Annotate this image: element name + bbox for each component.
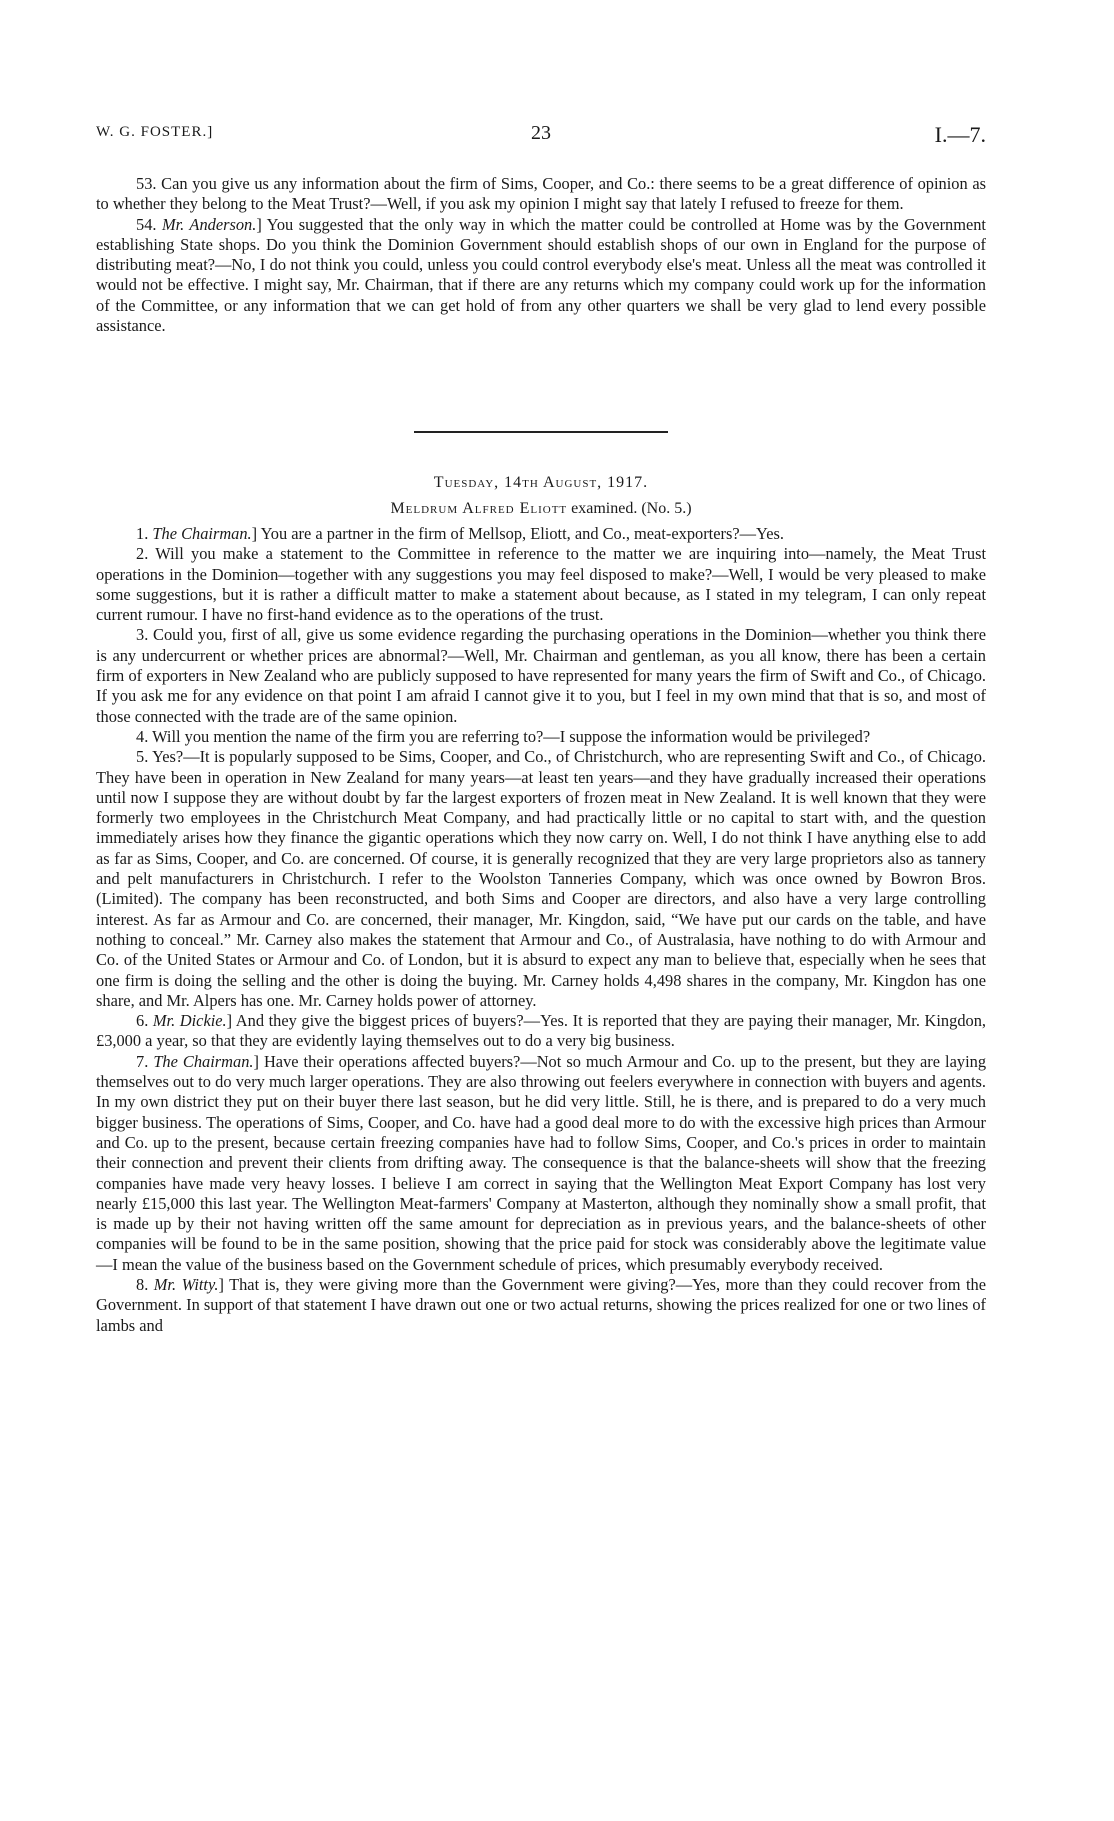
paragraph-54: 54. Mr. Anderson.] You suggested that the only way in which the matter could be controlled at Home was by the Government establishing State shops. Do you think the Dominion Government should establish shops of our own in England for the purpose of distributing meat?—No, I do not think you could, unless you could control everybody else's meat. Unless all the meat was controlled it would not be effective. I might say, Mr. Chairman, that if there are any returns which my company could work up for the information of the Committee, or any information that we can get hold of from any other quarters we shall be very glad to lend every possible assistance. <box>96 214 986 336</box>
session-date: Tuesday, 14th August, 1917. <box>433 474 649 491</box>
speaker-name: The Chairman. <box>153 1051 254 1071</box>
document-reference: I.—7. <box>934 122 986 147</box>
paragraph-4: 4. Will you mention the name of the firm you are referring to?—I suppose the information would be privileged? <box>136 726 871 746</box>
paragraph-5: 5. Yes?—It is popularly supposed to be Sims, Cooper, and Co., of Christchurch, who are representing Swift and Co., of Chicago. They have been in operation in New Zealand for many years—at least ten years—and they have gradually increased their operations until now I suppose they are without doubt by far the largest exporters of frozen meat in New Zealand. It is well known that they were formerly two employees in the Christchurch Meat Company, and had practically little or no capital to start with, and the question immediately arises how they finance the gigantic operations which they now carry on. Well, I do not think I have anything else to add as far as Sims, Cooper, and Co. are concerned. Of course, it is generally recognized that they are very large proprietors also as tannery and pelt manufacturers in Christchurch. I refer to the Woolston Tanneries Company, which was once owned by Bowron Bros. (Limited). The company has been reconstructed, and both Sims and Cooper are directors, and also have a very large controlling interest. As far as Armour and Co. are concerned, their manager, Mr. Kingdon, said, “We have put our cards on the table, and have nothing to conceal.” Mr. Carney also makes the statement that Armour and Co., of Australasia, have nothing to do with Armour and Co. of the United States or Armour and Co. of London, but it is absurd to expect any man to believe that, especially when he sees that one firm is doing the selling and the other is doing the buying. Mr. Carney holds 4,498 shares in the company, Mr. Kingdon has one share, and Mr. Alpers has one. Mr. Carney holds power of attorney. <box>96 747 986 1010</box>
speaker-name: Mr. Dickie. <box>152 1011 227 1031</box>
previous-testimony <box>96 174 986 336</box>
paragraph-53: 53. Can you give us any information about the firm of Sims, Cooper, and Co.: there seems to be a great difference of opinion as to whether they belong to the Meat Trust?—Well, if you ask my opinion I might say that lately I refused to freeze for them. <box>96 174 986 214</box>
header-witness: W. G. FOSTER.] <box>96 124 214 140</box>
paragraph-1: 1. The Chairman.] You are a partner in the firm of Mellsop, Eliott, and Co., meat-exporters?—Yes. <box>136 524 784 543</box>
new-session-testimony <box>96 472 986 1336</box>
paragraph-3: 3. Could you, first of all, give us some evidence regarding the purchasing operations in the Dominion—whether you think there is any undercurrent or whether prices are abnormal?—Well, Mr. Chairman and gentleman, as you all know, there has been a certain firm of exporters in New Zealand who are publicly supposed to have represented for many years the firm of Swift and Co., of Chicago. If you ask me for any evidence on that point I am afraid I cannot give it to you, but I feel in my own mind that that is so, and most of those connected with the trade are of the same opinion. <box>96 625 986 726</box>
page-number: 23 <box>531 122 551 144</box>
speaker-name: Mr. Witty. <box>153 1274 219 1294</box>
speaker-name: Mr. Anderson. <box>161 214 257 234</box>
witness-heading: Meldrum Alfred Eliott examined. (No. 5.) <box>390 500 692 517</box>
paragraph-2: 2. Will you make a statement to the Committee in reference to the matter we are inquiring into—namely, the Meat Trust operations in the Dominion—together with any suggestions you may feel disposed to make?—Well, I would be very pleased to make some suggestions, but it is rather a difficult matter to make a statement about because, as I stated in my telegram, I can only repeat current rumour. I have no first-hand evidence as to the operations of the trust. <box>96 544 986 625</box>
paragraph-6: 6. Mr. Dickie.] And they give the biggest prices of buyers?—Yes. It is reported that they are paying their manager, Mr. Kingdon, £3,000 a year, so that they are evidently laying themselves out to do a very big business. <box>96 1011 987 1051</box>
page-header <box>96 122 986 152</box>
paragraph-7: 7. The Chairman.] Have their operations affected buyers?—Not so much Armour and Co. up to the present, but they are laying themselves out to do very much larger operations. They are also throwing out feelers everywhere in connection with buyers and agents. In my own district they put on their buyer there last season, but he did very little. Still, he is there, and is prepared to do a very much bigger business. The operations of Sims, Cooper, and Co. have had a good deal more to do with the excessive high prices than Armour and Co. up to the present, because certain freezing companies have had to follow Sims, Cooper, and Co.'s prices in order to maintain their connection and prevent their clients from drifting away. The consequence is that the balance-sheets will show that the freezing companies have made very heavy losses. I believe I am correct in saying that the Wellington Meat Export Company has lost very nearly £15,000 this last year. The Wellington Meat-farmers' Company at Masterton, although they nominally show a small profit, that is made up by their not having written off the same amount for depreciation as in previous years, and the balance-sheets of other companies will be found to be in the same position, showing that the price paid for stock was considerably above the legitimate value—I mean the value of the business based on the Government schedule of prices, which presumably everybody received. <box>96 1051 987 1274</box>
paragraph-8: 8. Mr. Witty.] That is, they were giving more than the Government were giving?—Yes, more than they could recover from the Government. In support of that statement I have drawn out one or two actual returns, showing the prices realized for one or two lines of lambs and <box>96 1274 986 1335</box>
section-divider <box>414 431 668 433</box>
speaker-name: The Chairman. <box>152 524 252 543</box>
